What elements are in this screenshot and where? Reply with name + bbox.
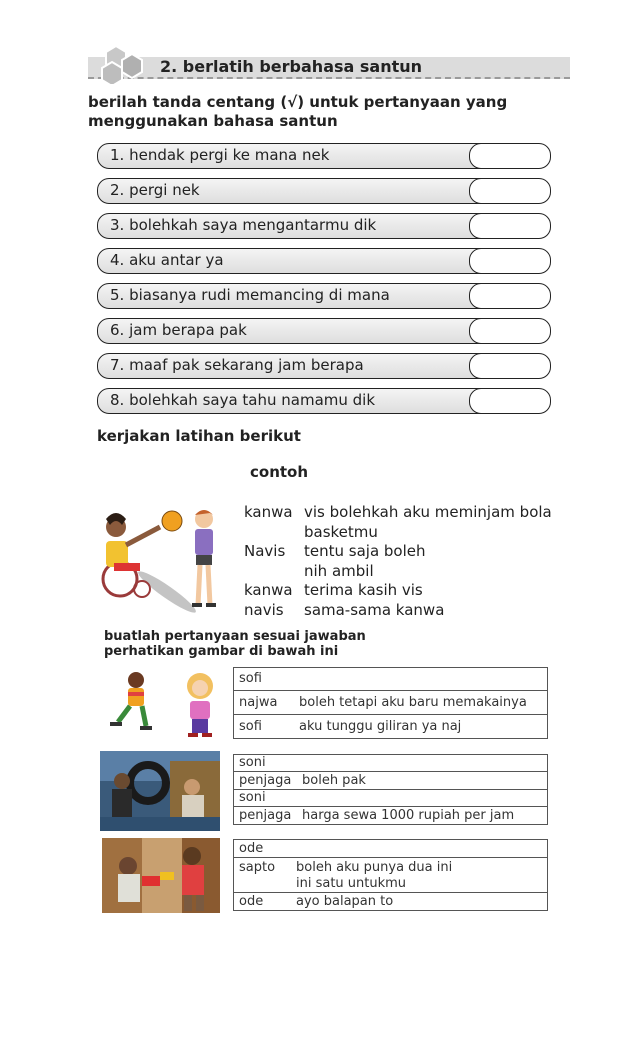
tire-rental-photo bbox=[100, 751, 220, 831]
exercise-text: boleh aku punya dua ini bbox=[296, 860, 453, 875]
section-2-title: kerjakan latihan berikut bbox=[97, 427, 301, 445]
dialog-speaker: kanwa bbox=[244, 503, 293, 521]
checkmark-answer-box[interactable] bbox=[469, 283, 551, 309]
checkmark-answer-box[interactable] bbox=[469, 213, 551, 239]
question-text: 8. bolehkah saya tahu namamu dik bbox=[110, 391, 376, 409]
exercise-row bbox=[234, 893, 547, 910]
instruction bbox=[88, 93, 528, 131]
exercise-speaker: sapto bbox=[239, 860, 276, 875]
dialog-text: vis bolehkah aku meminjam bola bbox=[304, 503, 552, 521]
exercise-speaker: ode bbox=[239, 841, 264, 856]
question-row bbox=[97, 213, 555, 239]
example-label: contoh bbox=[250, 463, 309, 481]
exercise-row[interactable] bbox=[234, 790, 547, 807]
exercise-speaker: najwa bbox=[239, 695, 278, 710]
exercise-table-1 bbox=[233, 667, 548, 739]
question-row bbox=[97, 318, 555, 344]
exercise-row bbox=[234, 772, 547, 790]
exercise-text-continued: ini satu untukmu bbox=[296, 876, 407, 891]
exercise-row bbox=[234, 858, 547, 893]
question-row bbox=[97, 388, 555, 414]
dialog-text: basketmu bbox=[304, 522, 378, 541]
exercise-table-3 bbox=[233, 839, 548, 911]
dialog-text: terima kasih vis bbox=[304, 581, 423, 599]
dialog-speaker: kanwa bbox=[244, 581, 293, 599]
exercise-instruction-line-1: buatlah pertanyaan sesuai jawaban bbox=[104, 629, 366, 644]
question-text: 1. hendak pergi ke mana nek bbox=[110, 146, 330, 164]
exercise-row[interactable] bbox=[234, 840, 547, 858]
dialog-speaker: navis bbox=[244, 600, 284, 619]
checkmark-answer-box[interactable] bbox=[469, 178, 551, 204]
exercise-text: boleh pak bbox=[302, 773, 366, 788]
skating-girls-illustration bbox=[102, 668, 227, 740]
instruction-line-1: berilah tanda centang (√) untuk pertanyaan yang bbox=[88, 93, 508, 111]
dialog-text: tentu saja boleh bbox=[304, 542, 426, 560]
exercise-text: harga sewa 1000 rupiah per jam bbox=[302, 808, 515, 823]
exercise-speaker: soni bbox=[239, 790, 266, 805]
question-row bbox=[97, 248, 555, 274]
boys-toy-cars-photo bbox=[102, 838, 220, 913]
exercise-speaker: sofi bbox=[239, 719, 262, 734]
exercise-text: ayo balapan to bbox=[296, 894, 394, 909]
question-row bbox=[97, 283, 555, 309]
checkmark-answer-box[interactable] bbox=[469, 248, 551, 274]
exercise-row[interactable] bbox=[234, 755, 547, 772]
section-title: 2. berlatih berbahasa santun bbox=[160, 57, 423, 76]
instruction-line-2: menggunakan bahasa santun bbox=[88, 112, 338, 130]
question-list bbox=[97, 143, 555, 423]
checkmark-answer-box[interactable] bbox=[469, 318, 551, 344]
exercise-speaker: sofi bbox=[239, 671, 262, 686]
exercise-text: boleh tetapi aku baru memakainya bbox=[299, 695, 527, 710]
exercise-text: aku tunggu giliran ya naj bbox=[299, 719, 462, 734]
exercise-row[interactable] bbox=[234, 668, 547, 691]
basketball-children-illustration bbox=[92, 497, 232, 617]
question-text: 4. aku antar ya bbox=[110, 251, 224, 269]
checkmark-answer-box[interactable] bbox=[469, 388, 551, 414]
exercise-row bbox=[234, 691, 547, 715]
question-row bbox=[97, 353, 555, 379]
exercise-instruction-line-2: perhatikan gambar di bawah ini bbox=[104, 644, 339, 659]
exercise-row bbox=[234, 807, 547, 824]
dialog-text: sama-sama kanwa bbox=[304, 600, 445, 619]
exercise-speaker: penjaga bbox=[239, 773, 292, 788]
checkmark-answer-box[interactable] bbox=[469, 353, 551, 379]
exercise-speaker: soni bbox=[239, 755, 266, 770]
checkmark-answer-box[interactable] bbox=[469, 143, 551, 169]
exercise-speaker: penjaga bbox=[239, 808, 292, 823]
dialog-speaker: Navis bbox=[244, 542, 286, 560]
exercise-speaker: ode bbox=[239, 894, 264, 909]
question-text: 6. jam berapa pak bbox=[110, 321, 247, 339]
question-text: 5. biasanya rudi memancing di mana bbox=[110, 286, 390, 304]
question-row bbox=[97, 143, 555, 169]
exercise-table-2 bbox=[233, 754, 548, 825]
question-text: 2. pergi nek bbox=[110, 181, 200, 199]
exercise-row bbox=[234, 715, 547, 738]
question-text: 3. bolehkah saya mengantarmu dik bbox=[110, 216, 377, 234]
exercise-instruction bbox=[104, 629, 366, 659]
question-text: 7. maaf pak sekarang jam berapa bbox=[110, 356, 364, 374]
dialog-text: nih ambil bbox=[304, 561, 374, 580]
question-row bbox=[97, 178, 555, 204]
hexagon-decoration-icon bbox=[96, 44, 156, 84]
